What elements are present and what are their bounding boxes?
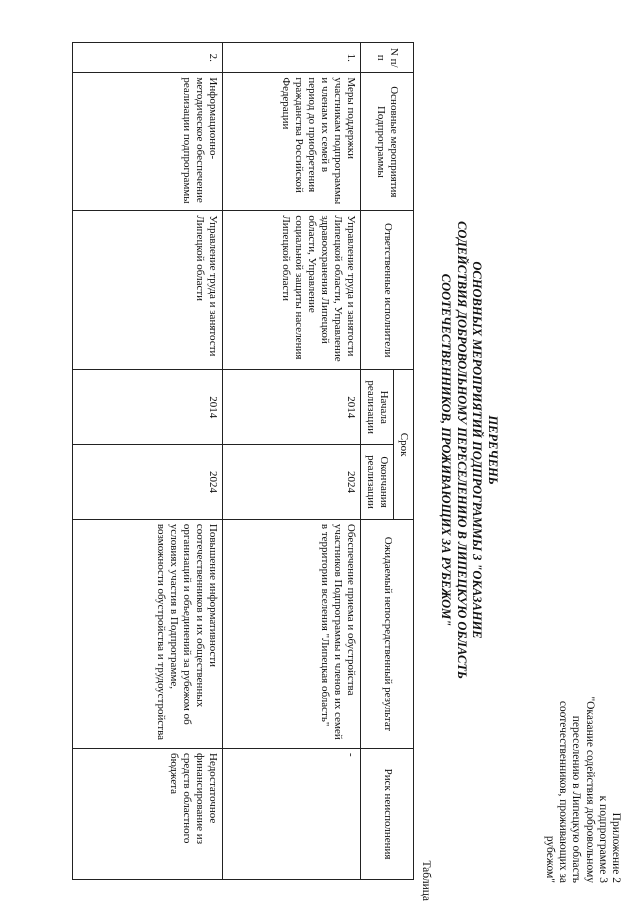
row-risk: - (223, 749, 361, 880)
row-result: Повышение информативности соотечественников и их общественных организаций и объединений за рубежом об условиях участия в Подпрограмме, возможности обустройства и трудоустройства (73, 519, 223, 748)
row-end: 2024 (223, 445, 361, 520)
row-executors: Управление труда и занятости Липецкой области (73, 211, 223, 370)
header-num: N п/п (361, 43, 414, 73)
header-start: Начала реализации (361, 370, 394, 445)
row-activity: Меры поддержки участникам подпрограммы и членам их семей в период до приобретения гражданства Российской Федерации (223, 73, 361, 211)
title-line-2: ОСНОВНЫХ МЕРОПРИЯТИЙ ПОДПРОГРАММЫ 3 "ОКАЗАНИЕ (470, 261, 485, 639)
appendix-line-1: Приложение 2 (610, 812, 622, 883)
header-executors: Ответственные исполнители (361, 211, 414, 370)
header-term: Срок (394, 370, 414, 520)
row-start: 2014 (73, 370, 223, 445)
row-result: Обеспечение приема и обустройства участников Подпрограммы и членов их семей в территории вселения "Липецкая область" (223, 519, 361, 748)
row-executors: Управление труда и занятости Липецкой области, Управление здравоохранения Липецкой области, Управление социальной защиты населения Липецкой области (223, 211, 361, 370)
header-result: Ожидаемый непосредственный результат (361, 519, 414, 748)
document-title (438, 180, 501, 720)
table-row (223, 43, 361, 880)
header-risk: Риск неисполнения (361, 749, 414, 880)
row-num: 2. (73, 43, 223, 73)
appendix-line-2: к подпрограмме 3 (596, 795, 609, 883)
appendix-note (543, 683, 622, 883)
row-num: 1. (223, 43, 361, 73)
header-activity: Основные мероприятия Подпрограммы (361, 73, 414, 211)
title-line-4: СООТЕЧЕСТВЕННИКОВ, ПРОЖИВАЮЩИХ ЗА РУБЕЖОМ" (439, 273, 454, 627)
row-activity: Информационно-методическое обеспечение реализации подпрограммы (73, 73, 223, 211)
appendix-line-3: "Оказание содействия добровольному переселению в Липецкую область соотечественников, проживающих за рубежом" (543, 696, 596, 883)
row-end: 2024 (73, 445, 223, 520)
header-end: Окончания реализации (361, 445, 394, 520)
row-start: 2014 (223, 370, 361, 445)
activities-table (72, 42, 414, 880)
row-risk: Недостаточное финансирование из средств областного бюджета (73, 749, 223, 880)
table-label: Таблица (420, 860, 432, 901)
header-row (394, 43, 414, 880)
title-line-3: СОДЕЙСТВИЯ ДОБРОВОЛЬНОМУ ПЕРЕСЕЛЕНИЮ В ЛИПЕЦКУЮ ОБЛАСТЬ (454, 221, 469, 679)
table-row (73, 43, 223, 880)
title-line-1: ПЕРЕЧЕНЬ (486, 415, 500, 485)
